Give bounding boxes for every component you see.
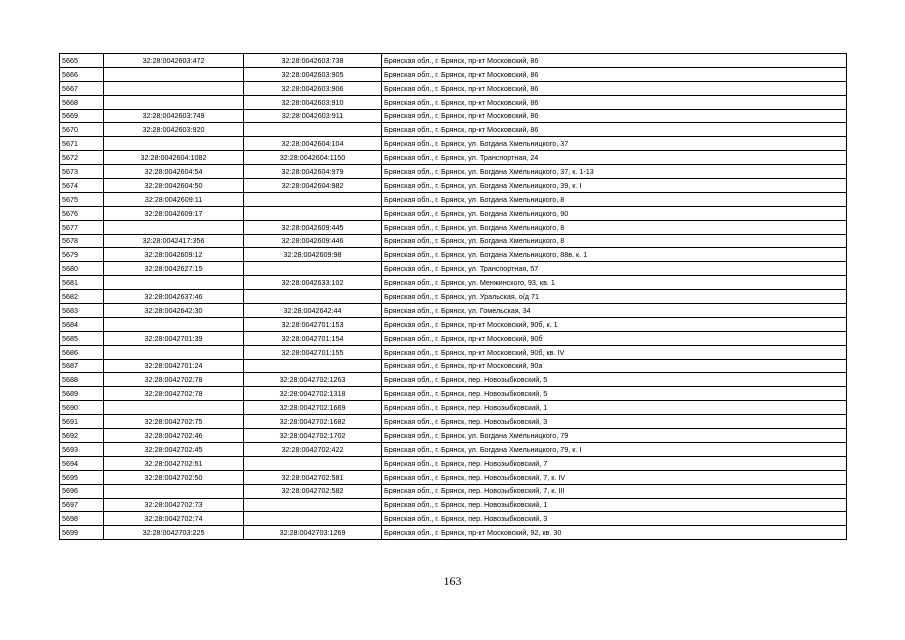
cadastral-number-cell: 32:28:0042604:54 — [104, 165, 244, 179]
table-row — [60, 401, 847, 415]
cadastral-object-cell: 32:28:0042609:445 — [244, 220, 382, 234]
cadastral-number-cell — [104, 220, 244, 234]
table-row — [60, 429, 847, 443]
cadastral-object-cell — [244, 359, 382, 373]
address-cell: Брянская обл., г. Брянск, пр-кт Московский, 86 — [382, 95, 847, 109]
cadastral-number-cell: 32:28:0042609:17 — [104, 206, 244, 220]
address-cell: Брянская обл., г. Брянск, пр-кт Московский, 90б — [382, 331, 847, 345]
address-cell: Брянская обл., г. Брянск, ул. Богдана Хмельницкого, 8 — [382, 192, 847, 206]
cadastral-object-cell — [244, 123, 382, 137]
address-cell: Брянская обл., г. Брянск, ул. Уральская, о/д 71 — [382, 290, 847, 304]
table-row — [60, 248, 847, 262]
cadastral-number-cell: 32:28:0042701:24 — [104, 359, 244, 373]
cadastral-number-cell: 32:28:0042609:11 — [104, 192, 244, 206]
address-cell: Брянская обл., г. Брянск, пр-кт Московский, 90б, к. 1 — [382, 317, 847, 331]
cadastral-number-cell: 32:28:0042702:78 — [104, 387, 244, 401]
registry-table-body — [60, 54, 847, 540]
cadastral-object-cell: 32:28:0042702:581 — [244, 470, 382, 484]
table-row — [60, 137, 847, 151]
address-cell: Брянская обл., г. Брянск, пер. Новозыбковский, 5 — [382, 387, 847, 401]
address-cell: Брянская обл., г. Брянск, пр-кт Московский, 86 — [382, 123, 847, 137]
cadastral-number-cell: 32:28:0042702:50 — [104, 470, 244, 484]
cadastral-number-cell: 32:28:0042702:78 — [104, 373, 244, 387]
cadastral-number-cell — [104, 67, 244, 81]
row-number-cell: 5671 — [60, 137, 104, 151]
registry-table — [59, 53, 847, 540]
address-cell: Брянская обл., г. Брянск, пр-кт Московский, 90б, кв. IV — [382, 345, 847, 359]
row-number-cell: 5696 — [60, 484, 104, 498]
table-row — [60, 95, 847, 109]
address-cell: Брянская обл., г. Брянск, пер. Новозыбковский, 7, к. IV — [382, 470, 847, 484]
cadastral-object-cell: 32:28:0042702:1263 — [244, 373, 382, 387]
cadastral-object-cell: 32:28:0042702:1702 — [244, 429, 382, 443]
cadastral-number-cell: 32:28:0042702:51 — [104, 456, 244, 470]
address-cell: Брянская обл., г. Брянск, ул. Богдана Хмельницкого, 79, к. I — [382, 442, 847, 456]
address-cell: Брянская обл., г. Брянск, пр-кт Московский, 86 — [382, 81, 847, 95]
row-number-cell: 5687 — [60, 359, 104, 373]
address-cell: Брянская обл., г. Брянск, ул. Менжинского, 93, кв. 1 — [382, 276, 847, 290]
table-row — [60, 220, 847, 234]
row-number-cell: 5681 — [60, 276, 104, 290]
row-number-cell: 5684 — [60, 317, 104, 331]
table-row — [60, 526, 847, 540]
address-cell: Брянская обл., г. Брянск, ул. Транспортная, 24 — [382, 151, 847, 165]
row-number-cell: 5683 — [60, 304, 104, 318]
table-row — [60, 470, 847, 484]
cadastral-object-cell: 32:28:0042603:905 — [244, 67, 382, 81]
cadastral-object-cell: 32:28:0042603:906 — [244, 81, 382, 95]
row-number-cell: 5669 — [60, 109, 104, 123]
cadastral-object-cell: 32:28:0042702:1318 — [244, 387, 382, 401]
table-row — [60, 415, 847, 429]
cadastral-number-cell — [104, 276, 244, 290]
cadastral-object-cell — [244, 512, 382, 526]
cadastral-object-cell: 32:28:0042702:582 — [244, 484, 382, 498]
cadastral-object-cell — [244, 206, 382, 220]
table-row — [60, 498, 847, 512]
address-cell: Брянская обл., г. Брянск, ул. Богдана Хмельницкого, 79 — [382, 429, 847, 443]
cadastral-object-cell: 32:28:0042604:982 — [244, 179, 382, 193]
cadastral-object-cell — [244, 498, 382, 512]
table-row — [60, 304, 847, 318]
row-number-cell: 5666 — [60, 67, 104, 81]
cadastral-number-cell: 32:28:0042702:74 — [104, 512, 244, 526]
row-number-cell: 5668 — [60, 95, 104, 109]
cadastral-object-cell: 32:28:0042703:1269 — [244, 526, 382, 540]
table-row — [60, 359, 847, 373]
table-row — [60, 123, 847, 137]
table-row — [60, 179, 847, 193]
address-cell: Брянская обл., г. Брянск, пер. Новозыбковский, 7 — [382, 456, 847, 470]
table-row — [60, 192, 847, 206]
table-row — [60, 290, 847, 304]
row-number-cell: 5685 — [60, 331, 104, 345]
cadastral-number-cell: 32:28:0042609:12 — [104, 248, 244, 262]
cadastral-number-cell: 32:28:0042604:50 — [104, 179, 244, 193]
table-row — [60, 165, 847, 179]
cadastral-number-cell — [104, 401, 244, 415]
cadastral-object-cell: 32:28:0042702:1682 — [244, 415, 382, 429]
table-row — [60, 81, 847, 95]
address-cell: Брянская обл., г. Брянск, пер. Новозыбковский, 1 — [382, 498, 847, 512]
table-row — [60, 67, 847, 81]
table-row — [60, 387, 847, 401]
cadastral-object-cell: 32:28:0042642:44 — [244, 304, 382, 318]
cadastral-object-cell: 32:28:0042604:104 — [244, 137, 382, 151]
cadastral-object-cell: 32:28:0042604:1150 — [244, 151, 382, 165]
row-number-cell: 5690 — [60, 401, 104, 415]
row-number-cell: 5686 — [60, 345, 104, 359]
table-row — [60, 109, 847, 123]
row-number-cell: 5682 — [60, 290, 104, 304]
cadastral-number-cell — [104, 317, 244, 331]
row-number-cell: 5692 — [60, 429, 104, 443]
row-number-cell: 5673 — [60, 165, 104, 179]
address-cell: Брянская обл., г. Брянск, пр-кт Московский, 90а — [382, 359, 847, 373]
address-cell: Брянская обл., г. Брянск, ул. Богдана Хмельницкого, 37, к. 1-13 — [382, 165, 847, 179]
cadastral-number-cell: 32:28:0042702:46 — [104, 429, 244, 443]
table-row — [60, 54, 847, 68]
address-cell: Брянская обл., г. Брянск, ул. Богдана Хмельницкого, 90 — [382, 206, 847, 220]
page-number: 163 — [443, 574, 462, 588]
cadastral-object-cell — [244, 456, 382, 470]
row-number-cell: 5679 — [60, 248, 104, 262]
row-number-cell: 5698 — [60, 512, 104, 526]
row-number-cell: 5695 — [60, 470, 104, 484]
row-number-cell: 5670 — [60, 123, 104, 137]
address-cell: Брянская обл., г. Брянск, пр-кт Московский, 86 — [382, 109, 847, 123]
address-cell: Брянская обл., г. Брянск, пер. Новозыбковский, 3 — [382, 415, 847, 429]
address-cell: Брянская обл., г. Брянск, пер. Новозыбковский, 7, к. III — [382, 484, 847, 498]
table-row — [60, 512, 847, 526]
address-cell: Брянская обл., г. Брянск, пр-кт Московский, 86 — [382, 54, 847, 68]
table-row — [60, 276, 847, 290]
cadastral-number-cell: 32:28:0042603:472 — [104, 54, 244, 68]
cadastral-number-cell — [104, 95, 244, 109]
address-cell: Брянская обл., г. Брянск, ул. Богдана Хмельницкого, 8 — [382, 234, 847, 248]
address-cell: Брянская обл., г. Брянск, пер. Новозыбковский, 3 — [382, 512, 847, 526]
address-cell: Брянская обл., г. Брянск, пр-кт Московский, 92, кв. 30 — [382, 526, 847, 540]
row-number-cell: 5693 — [60, 442, 104, 456]
table-row — [60, 234, 847, 248]
cadastral-object-cell: 32:28:0042702:1669 — [244, 401, 382, 415]
row-number-cell: 5689 — [60, 387, 104, 401]
cadastral-number-cell: 32:28:0042627:15 — [104, 262, 244, 276]
address-cell: Брянская обл., г. Брянск, ул. Богдана Хмельницкого, 88в, к. 1 — [382, 248, 847, 262]
table-row — [60, 331, 847, 345]
row-number-cell: 5674 — [60, 179, 104, 193]
cadastral-number-cell: 32:28:0042702:45 — [104, 442, 244, 456]
table-row — [60, 206, 847, 220]
row-number-cell: 5694 — [60, 456, 104, 470]
address-cell: Брянская обл., г. Брянск, пр-кт Московский, 86 — [382, 67, 847, 81]
cadastral-object-cell: 32:28:0042609:98 — [244, 248, 382, 262]
address-cell: Брянская обл., г. Брянск, ул. Богдана Хмельницкого, 37 — [382, 137, 847, 151]
table-row — [60, 373, 847, 387]
table-row — [60, 317, 847, 331]
cadastral-object-cell: 32:28:0042701:153 — [244, 317, 382, 331]
address-cell: Брянская обл., г. Брянск, ул. Богдана Хмельницкого, 8 — [382, 220, 847, 234]
row-number-cell: 5697 — [60, 498, 104, 512]
cadastral-object-cell: 32:28:0042633:102 — [244, 276, 382, 290]
table-row — [60, 151, 847, 165]
address-cell: Брянская обл., г. Брянск, ул. Богдана Хмельницкого, 39, к. I — [382, 179, 847, 193]
table-row — [60, 456, 847, 470]
row-number-cell: 5667 — [60, 81, 104, 95]
cadastral-number-cell: 32:28:0042603:920 — [104, 123, 244, 137]
row-number-cell: 5677 — [60, 220, 104, 234]
cadastral-number-cell — [104, 484, 244, 498]
table-row — [60, 262, 847, 276]
row-number-cell: 5688 — [60, 373, 104, 387]
cadastral-number-cell: 32:28:0042701:39 — [104, 331, 244, 345]
row-number-cell: 5699 — [60, 526, 104, 540]
address-cell: Брянская обл., г. Брянск, пер. Новозыбковский, 5 — [382, 373, 847, 387]
address-cell: Брянская обл., г. Брянск, ул. Гомельская, 34 — [382, 304, 847, 318]
table-row — [60, 345, 847, 359]
cadastral-number-cell: 32:28:0042603:749 — [104, 109, 244, 123]
row-number-cell: 5691 — [60, 415, 104, 429]
cadastral-object-cell: 32:28:0042609:446 — [244, 234, 382, 248]
table-row — [60, 484, 847, 498]
cadastral-number-cell: 32:28:0042702:75 — [104, 415, 244, 429]
cadastral-number-cell: 32:28:0042702:73 — [104, 498, 244, 512]
cadastral-number-cell: 32:28:0042417:356 — [104, 234, 244, 248]
row-number-cell: 5675 — [60, 192, 104, 206]
cadastral-object-cell: 32:28:0042603:738 — [244, 54, 382, 68]
cadastral-object-cell: 32:28:0042701:155 — [244, 345, 382, 359]
cadastral-object-cell: 32:28:0042603:910 — [244, 95, 382, 109]
cadastral-number-cell: 32:28:0042703:225 — [104, 526, 244, 540]
cadastral-number-cell: 32:28:0042642:30 — [104, 304, 244, 318]
address-cell: Брянская обл., г. Брянск, пер. Новозыбковский, 1 — [382, 401, 847, 415]
cadastral-number-cell: 32:28:0042604:1082 — [104, 151, 244, 165]
cadastral-object-cell: 32:28:0042701:154 — [244, 331, 382, 345]
cadastral-object-cell — [244, 192, 382, 206]
row-number-cell: 5672 — [60, 151, 104, 165]
row-number-cell: 5676 — [60, 206, 104, 220]
cadastral-object-cell: 32:28:0042603:911 — [244, 109, 382, 123]
cadastral-number-cell — [104, 81, 244, 95]
table-row — [60, 442, 847, 456]
address-cell: Брянская обл., г. Брянск, ул. Транспортная, 57 — [382, 262, 847, 276]
cadastral-object-cell: 32:28:0042604:979 — [244, 165, 382, 179]
cadastral-number-cell — [104, 345, 244, 359]
cadastral-object-cell — [244, 290, 382, 304]
cadastral-number-cell: 32:28:0042637:46 — [104, 290, 244, 304]
cadastral-object-cell — [244, 262, 382, 276]
row-number-cell: 5665 — [60, 54, 104, 68]
row-number-cell: 5680 — [60, 262, 104, 276]
cadastral-object-cell: 32:28:0042702:422 — [244, 442, 382, 456]
cadastral-number-cell — [104, 137, 244, 151]
row-number-cell: 5678 — [60, 234, 104, 248]
